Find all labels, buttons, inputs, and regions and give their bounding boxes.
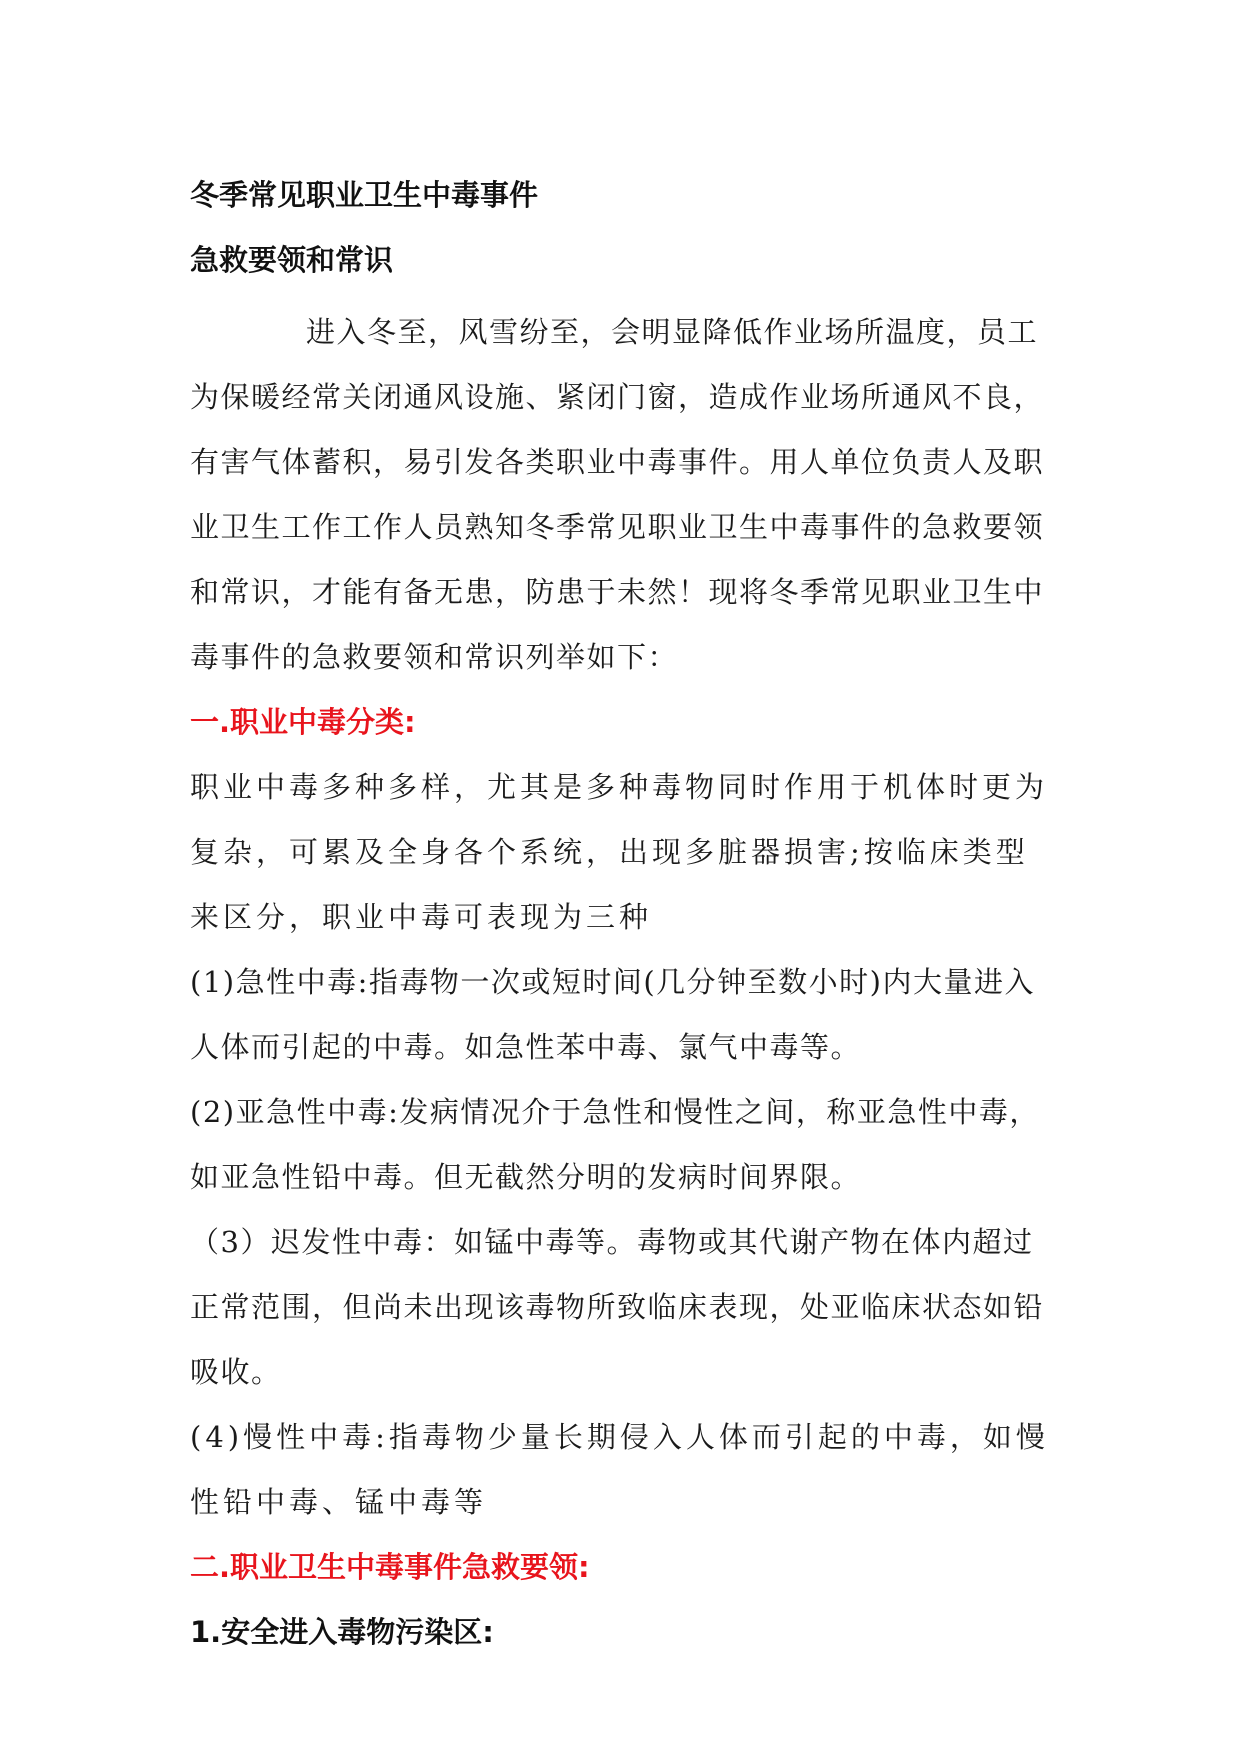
intro-paragraph: 进入冬至，风雪纷至，会明显降低作业场所温度，员工为保暖经常关闭通风设施、紧闭门窗，造成作业场所通风不良，有害气体蓄积，易引发各类职业中毒事件。用人单位负责人及职业卫生工作工作人员熟知冬季常见职业卫生中毒事件的急救要领和常识，才能有备无患，防患于未然！现将冬季常见职业卫生中毒事件的急救要领和常识列举如下： (190, 315, 1045, 674)
document-title-line2: 急救要领和常识 (190, 243, 394, 277)
document-page (190, 170, 1050, 1665)
section1-item-subacute: (2)亚急性中毒:发病情况介于急性和慢性之间，称亚急性中毒，如亚急性铅中毒。但无截然分明的发病时间界限。 (190, 1095, 1040, 1194)
document-title-line1: 冬季常见职业卫生中毒事件 (190, 178, 539, 212)
section1-item-acute: (1)急性中毒:指毒物一次或短时间(几分钟至数小时)内大量进入人体而引起的中毒。如急性苯中毒、氯气中毒等。 (190, 965, 1035, 1064)
section1-text: 职业中毒多种多样，尤其是多种毒物同时作用于机体时更为复杂，可累及全身各个系统，出现多脏器损害;按临床类型来区分，职业中毒可表现为三种 (190, 770, 1049, 934)
section2-subheading: 1.安全进入毒物污染区: (190, 1615, 494, 1649)
section1-heading: 一.职业中毒分类: (190, 705, 416, 739)
section1-item-delayed: （3）迟发性中毒：如锰中毒等。毒物或其代谢产物在体内超过正常范围，但尚未出现该毒物所致临床表现，处亚临床状态如铅吸收。 (190, 1225, 1045, 1389)
section1-item-chronic: (4)慢性中毒:指毒物少量长期侵入人体而引起的中毒，如慢性铅中毒、锰中毒等 (190, 1420, 1049, 1519)
section2-heading: 二.职业卫生中毒事件急救要领: (190, 1550, 590, 1584)
